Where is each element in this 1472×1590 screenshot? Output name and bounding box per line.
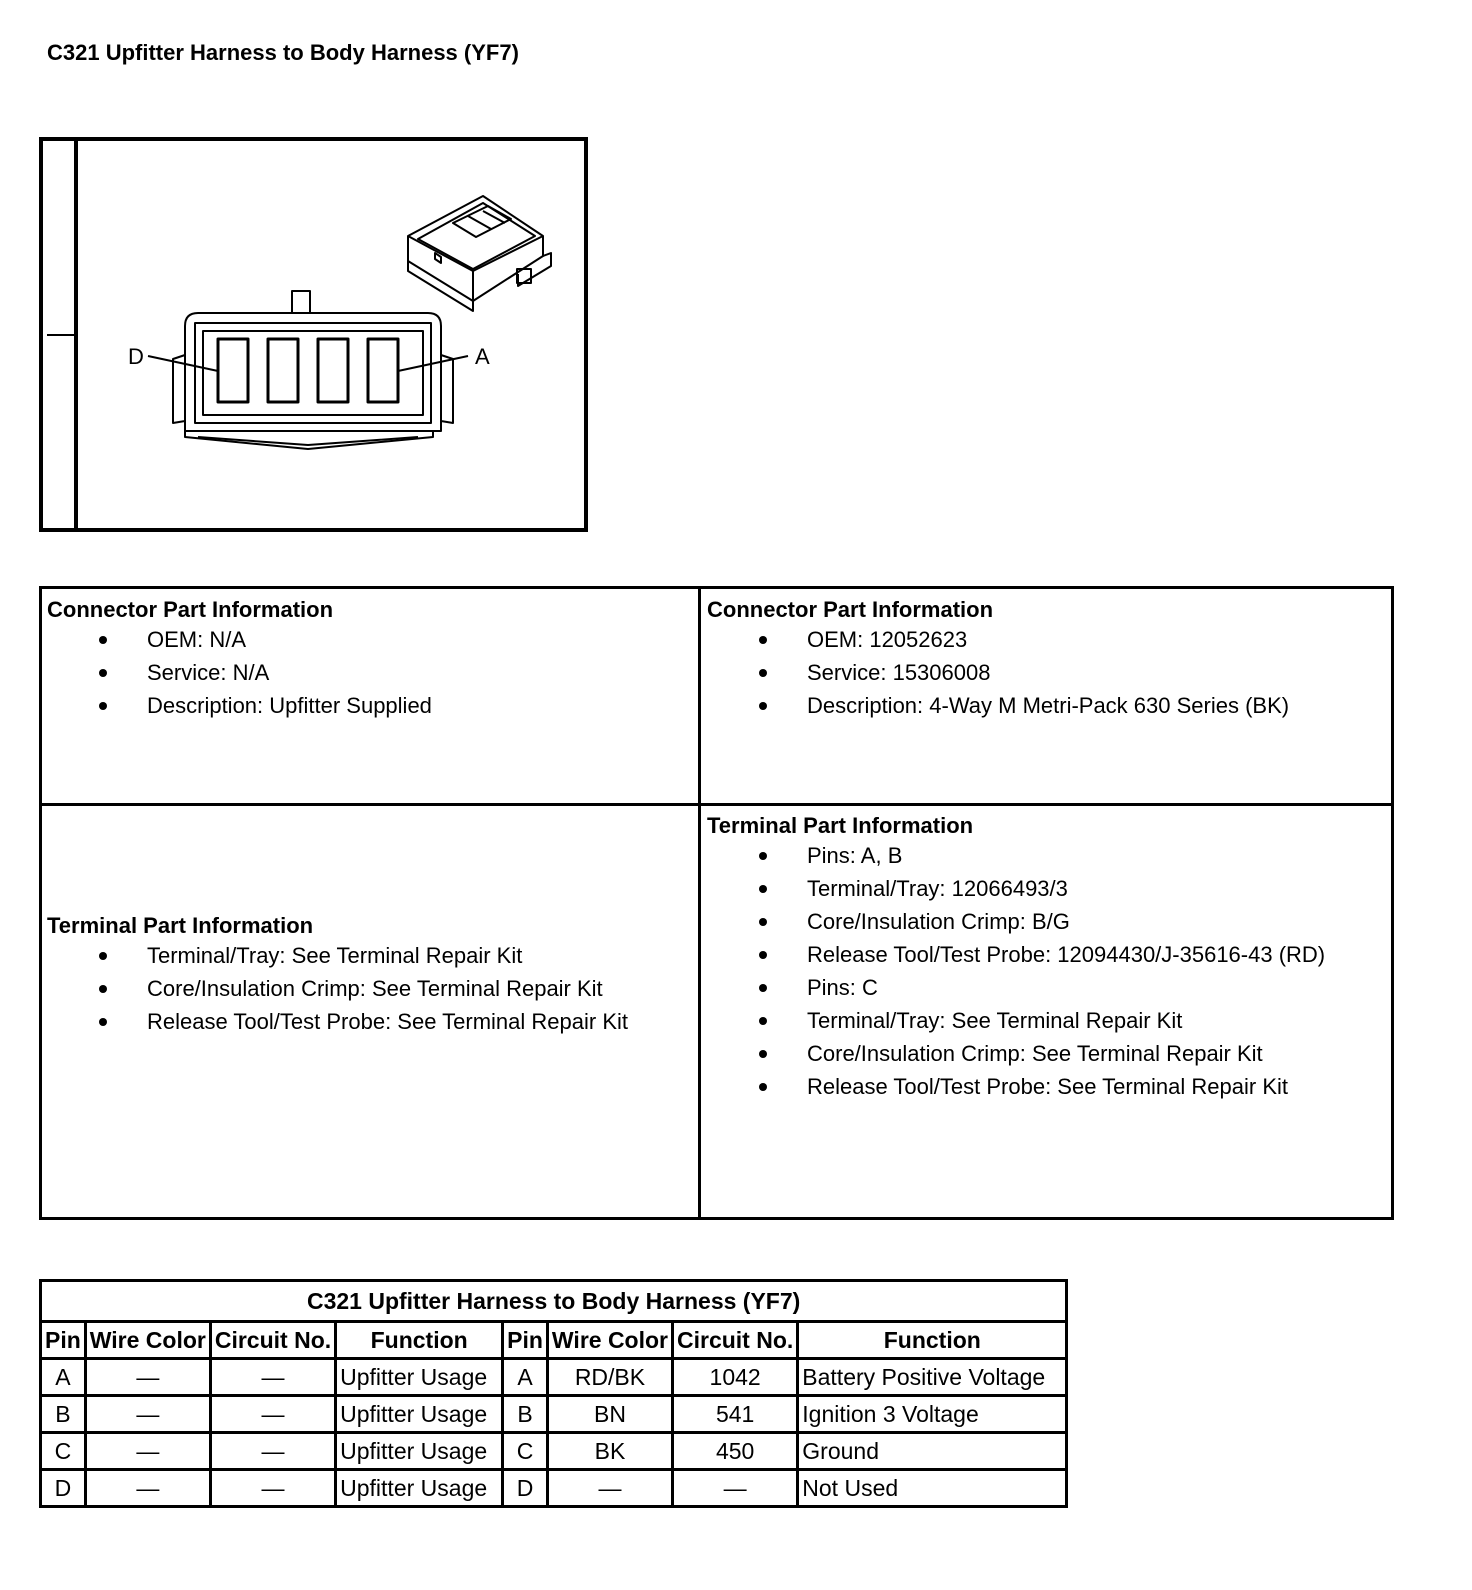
list-item: Release Tool/Test Probe: See Terminal Repair Kit	[707, 1070, 1392, 1103]
table-cell: C	[503, 1433, 548, 1470]
list-item: Service: 15306008	[707, 656, 1392, 689]
list-item: Terminal/Tray: See Terminal Repair Kit	[707, 1004, 1392, 1037]
list-item: OEM: N/A	[47, 623, 697, 656]
table-cell: Not Used	[798, 1470, 1067, 1507]
connector-info-left-heading: Connector Part Information	[47, 597, 334, 622]
table-cell: —	[210, 1470, 335, 1507]
table-cell: BN	[547, 1396, 672, 1433]
table-cell: —	[210, 1396, 335, 1433]
column-header: Function	[336, 1322, 503, 1359]
connector-face-view	[148, 291, 468, 449]
column-header: Pin	[503, 1322, 548, 1359]
table-cell: Upfitter Usage	[336, 1359, 503, 1396]
part-info-grid	[39, 586, 1394, 1220]
list-item: Pins: A, B	[707, 839, 1392, 872]
column-header: Wire Color	[85, 1322, 210, 1359]
column-header: Wire Color	[547, 1322, 672, 1359]
table-cell: Battery Positive Voltage	[798, 1359, 1067, 1396]
table-cell: —	[85, 1470, 210, 1507]
table-cell: B	[503, 1396, 548, 1433]
table-cell: —	[547, 1470, 672, 1507]
table-cell: Upfitter Usage	[336, 1433, 503, 1470]
table-cell: —	[85, 1396, 210, 1433]
grid-divider-horizontal	[42, 803, 1391, 806]
table-cell: —	[210, 1359, 335, 1396]
table-row	[41, 1359, 1067, 1396]
list-item: Description: Upfitter Supplied	[47, 689, 697, 722]
table-cell: Upfitter Usage	[336, 1470, 503, 1507]
terminal-info-left-heading: Terminal Part Information	[47, 913, 314, 938]
table-cell: 1042	[673, 1359, 798, 1396]
table-cell: D	[503, 1470, 548, 1507]
table-cell: —	[210, 1433, 335, 1470]
table-cell: 450	[673, 1433, 798, 1470]
table-row	[41, 1470, 1067, 1507]
table-cell: Ignition 3 Voltage	[798, 1396, 1067, 1433]
list-item: Release Tool/Test Probe: 12094430/J-35616-43 (RD)	[707, 938, 1392, 971]
column-header: Circuit No.	[210, 1322, 335, 1359]
table-cell: Ground	[798, 1433, 1067, 1470]
connector-diagram	[39, 137, 588, 532]
table-header-row	[41, 1322, 1067, 1359]
pin-label-d: D	[128, 344, 144, 369]
list-item: Terminal/Tray: 12066493/3	[707, 872, 1392, 905]
table-cell: —	[85, 1433, 210, 1470]
table-cell: BK	[547, 1433, 672, 1470]
table-cell: A	[41, 1359, 86, 1396]
table-cell: D	[41, 1470, 86, 1507]
table-row	[41, 1433, 1067, 1470]
table-cell: RD/BK	[547, 1359, 672, 1396]
list-item: Terminal/Tray: See Terminal Repair Kit	[47, 939, 697, 972]
table-caption: C321 Upfitter Harness to Body Harness (YF7)	[41, 1281, 1067, 1322]
connector-info-left	[47, 597, 697, 722]
table-caption-row	[41, 1281, 1067, 1322]
table-cell: C	[41, 1433, 86, 1470]
list-item: Service: N/A	[47, 656, 697, 689]
list-item: Description: 4-Way M Metri-Pack 630 Series (BK)	[707, 689, 1392, 722]
terminal-info-right-heading: Terminal Part Information	[707, 813, 974, 838]
list-item: Pins: C	[707, 971, 1392, 1004]
terminal-info-right	[707, 813, 1392, 1103]
connector-info-left-list	[47, 623, 697, 722]
connector-info-right	[707, 597, 1392, 722]
column-header: Function	[798, 1322, 1067, 1359]
connector-isometric-icon	[408, 196, 551, 311]
terminal-info-left	[47, 913, 697, 1038]
table-cell: Upfitter Usage	[336, 1396, 503, 1433]
list-item: Core/Insulation Crimp: See Terminal Repair Kit	[707, 1037, 1392, 1070]
column-header: Circuit No.	[673, 1322, 798, 1359]
terminal-info-right-list-1	[707, 839, 1392, 971]
list-item: Release Tool/Test Probe: See Terminal Repair Kit	[47, 1005, 697, 1038]
table-cell: 541	[673, 1396, 798, 1433]
table-cell: A	[503, 1359, 548, 1396]
list-item: Core/Insulation Crimp: B/G	[707, 905, 1392, 938]
table-cell: —	[85, 1359, 210, 1396]
pin-label-a: A	[475, 344, 490, 369]
page-title: C321 Upfitter Harness to Body Harness (YF7)	[47, 40, 519, 65]
terminal-info-right-list-2	[707, 971, 1392, 1103]
column-header: Pin	[41, 1322, 86, 1359]
grid-divider-vertical	[698, 589, 701, 1217]
list-item: Core/Insulation Crimp: See Terminal Repair Kit	[47, 972, 697, 1005]
list-item: OEM: 12052623	[707, 623, 1392, 656]
connector-drawing	[43, 141, 584, 528]
connector-info-right-list	[707, 623, 1392, 722]
table-cell: —	[673, 1470, 798, 1507]
table-row	[41, 1396, 1067, 1433]
connector-info-right-heading: Connector Part Information	[707, 597, 994, 622]
table-cell: B	[41, 1396, 86, 1433]
pinout-table	[39, 1279, 1068, 1508]
terminal-info-left-list	[47, 939, 697, 1038]
